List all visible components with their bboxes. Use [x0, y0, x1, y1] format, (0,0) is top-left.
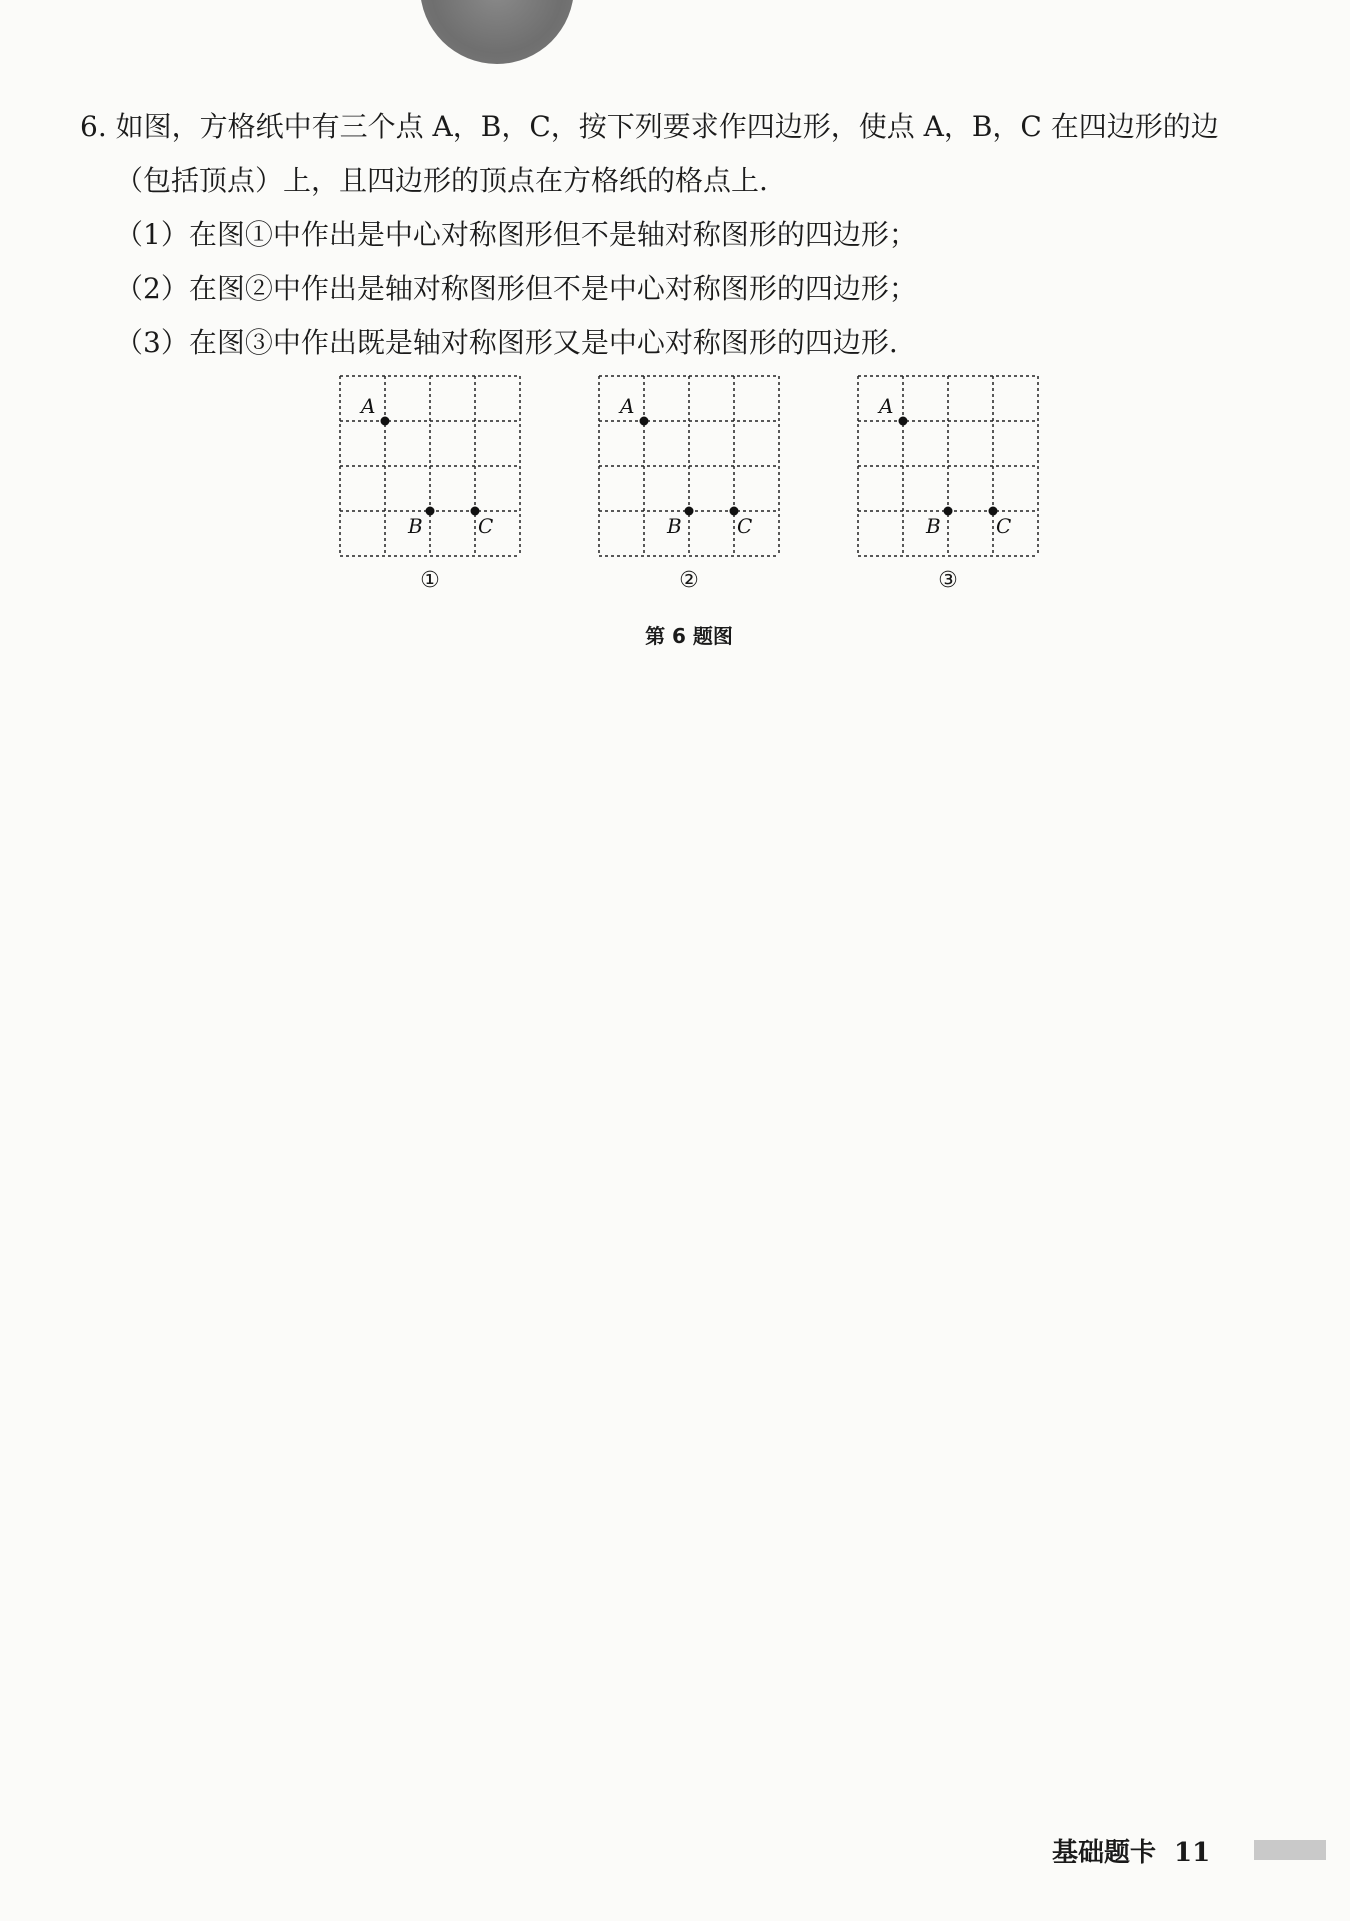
point-a [640, 417, 649, 426]
question-part-3: （3）在图③中作出既是轴对称图形又是中心对称图形的四边形. [115, 326, 898, 359]
point-label-c: C [478, 514, 494, 538]
grid-figure-1 [335, 370, 525, 560]
grid-figure-3 [853, 370, 1043, 560]
question-6 [80, 100, 1280, 370]
point-label-a: A [361, 394, 376, 418]
page-footer [1052, 1832, 1210, 1869]
footer-label: 基础题卡 [1052, 1838, 1157, 1868]
grid-figure-2 [594, 370, 784, 560]
point-a [381, 417, 390, 426]
point-label-b: B [926, 514, 941, 538]
point-b [685, 507, 694, 516]
point-label-b: B [408, 514, 423, 538]
point-b [944, 507, 953, 516]
point-label-c: C [737, 514, 753, 538]
point-label-b: B [667, 514, 682, 538]
point-label-a: A [620, 394, 635, 418]
page-number: 11 [1174, 1838, 1211, 1868]
figure-3 [853, 370, 1043, 600]
point-label-a: A [879, 394, 894, 418]
point-b [426, 507, 435, 516]
figure-1-number: ① [420, 568, 440, 593]
footer-bar [1254, 1840, 1326, 1860]
point-label-c: C [996, 514, 1012, 538]
figures-row [0, 370, 1350, 593]
figure-2 [594, 370, 784, 600]
figure-2-number: ② [679, 568, 699, 593]
question-stem-line2: （包括顶点）上，且四边形的顶点在方格纸的格点上. [115, 164, 768, 197]
point-a [899, 417, 908, 426]
figure-caption: 第 6 题图 [645, 624, 733, 648]
top-decoration [420, 0, 574, 64]
question-part-2: （2）在图②中作出是轴对称图形但不是中心对称图形的四边形； [115, 272, 917, 305]
question-stem-line1: 6. 如图，方格纸中有三个点 A，B，C，按下列要求作四边形，使点 A，B，C 在四边形的边 [80, 110, 1219, 143]
figure-1 [335, 370, 525, 600]
figure-3-number: ③ [938, 568, 958, 593]
question-part-1: （1）在图①中作出是中心对称图形但不是轴对称图形的四边形； [115, 218, 917, 251]
